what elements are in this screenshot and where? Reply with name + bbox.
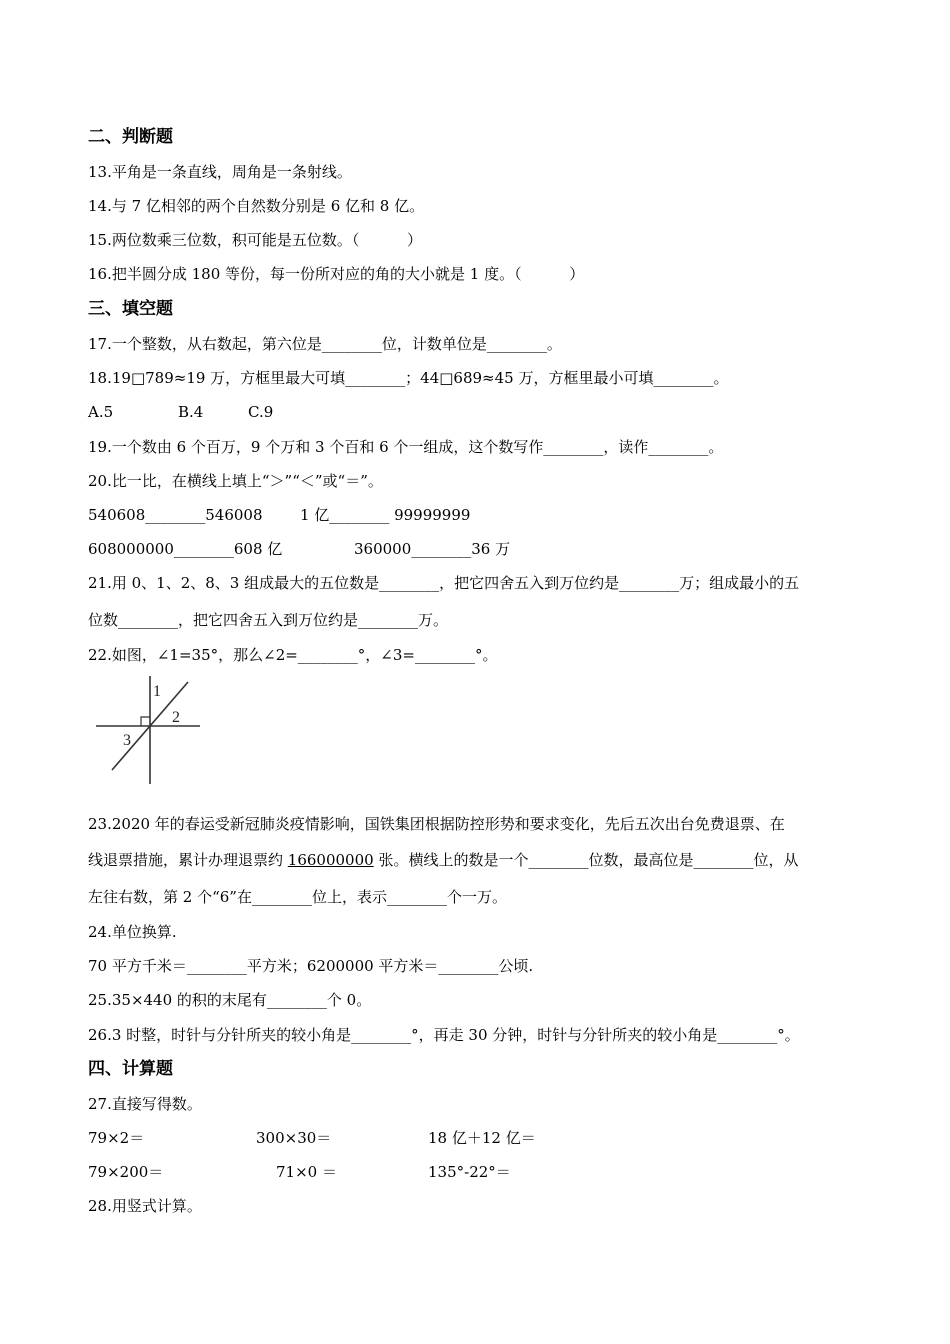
question-23-line-1: 23.2020 年的春运受新冠肺炎疫情影响，国铁集团根据防控形势和要求变化，先后五次出台免费退票、在 [88,815,785,833]
question-14: 14.与 7 亿相邻的两个自然数分别是 6 亿和 8 亿。 [88,197,425,215]
option-a: A.5 [88,403,114,421]
question-24-conversion: 70 平方千米＝________平方米；6200000 平方米＝________公顷. [88,957,534,975]
right-angle-mark [141,717,150,726]
option-c: C.9 [248,403,274,421]
angle-figure [90,674,210,786]
question-20: 20.比一比，在横线上填上“＞”“＜”或“＝”。 [88,472,383,490]
question-13: 13.平角是一条直线，周角是一条射线。 [88,163,352,181]
compare-item-c: 608000000________608 亿 [88,540,283,558]
question-16: 16.把半圆分成 180 等份，每一份所对应的角的大小就是 1 度。（ ） [88,265,585,283]
question-23-line-2 [88,850,798,870]
question-17: 17.一个整数，从右数起，第六位是________位，计数单位是________。 [88,335,562,353]
compare-item-a: 540608________546008 [88,506,263,524]
question-28: 28.用竖式计算。 [88,1197,202,1215]
angle-label-2: 2 [172,709,180,726]
calc-item-b: 300×30＝ [256,1129,332,1147]
q23-text-pre: 线退票措施，累计办理退票约 [88,851,288,869]
calc-item-f: 135°-22°＝ [428,1163,511,1181]
calc-item-a: 79×2＝ [88,1129,145,1147]
angle-label-1: 1 [153,683,161,700]
question-25: 25.35×440 的积的末尾有________个 0。 [88,991,372,1009]
question-23-line-3: 左往右数，第 2 个“6”在________位上，表示________个一万。 [88,888,507,906]
calc-item-e: 71×0 ＝ [276,1163,337,1181]
question-22: 22.如图，∠1=35°，那么∠2=________°，∠3=________°。 [88,646,498,664]
question-15: 15.两位数乘三位数，积可能是五位数。（ ） [88,231,423,249]
question-21-line-1: 21.用 0、1、2、8、3 组成最大的五位数是________，把它四舍五入到万位约是________万；组成最小的五 [88,574,800,592]
calc-item-c: 18 亿＋12 亿＝ [428,1129,536,1147]
calc-item-d: 79×200＝ [88,1163,164,1181]
section-heading-calc: 四、计算题 [88,1059,173,1079]
q23-text-post: 张。横线上的数是一个________位数，最高位是________位，从 [373,851,799,869]
question-18: 18.19□789≈19 万，方框里最大可填________；44□689≈45 万，方框里最小可填________。 [88,369,729,387]
section-heading-fill: 三、填空题 [88,299,173,319]
question-24: 24.单位换算. [88,923,177,941]
option-b: B.4 [178,403,204,421]
compare-item-d: 360000________36 万 [354,540,511,558]
underlined-number: 166000000 [287,851,374,869]
angle-label-3: 3 [123,732,131,749]
compare-item-b: 1 亿________ 99999999 [300,506,471,524]
section-heading-judge: 二、判断题 [88,127,173,147]
question-26: 26.3 时整，时针与分针所夹的较小角是________°，再走 30 分钟，时针与分针所夹的较小角是________°。 [88,1026,800,1044]
question-27: 27.直接写得数。 [88,1095,202,1113]
question-21-line-2: 位数________，把它四舍五入到万位约是________万。 [88,611,449,629]
question-19: 19.一个数由 6 个百万，9 个万和 3 个百和 6 个一组成，这个数写作________，读作________。 [88,438,724,456]
